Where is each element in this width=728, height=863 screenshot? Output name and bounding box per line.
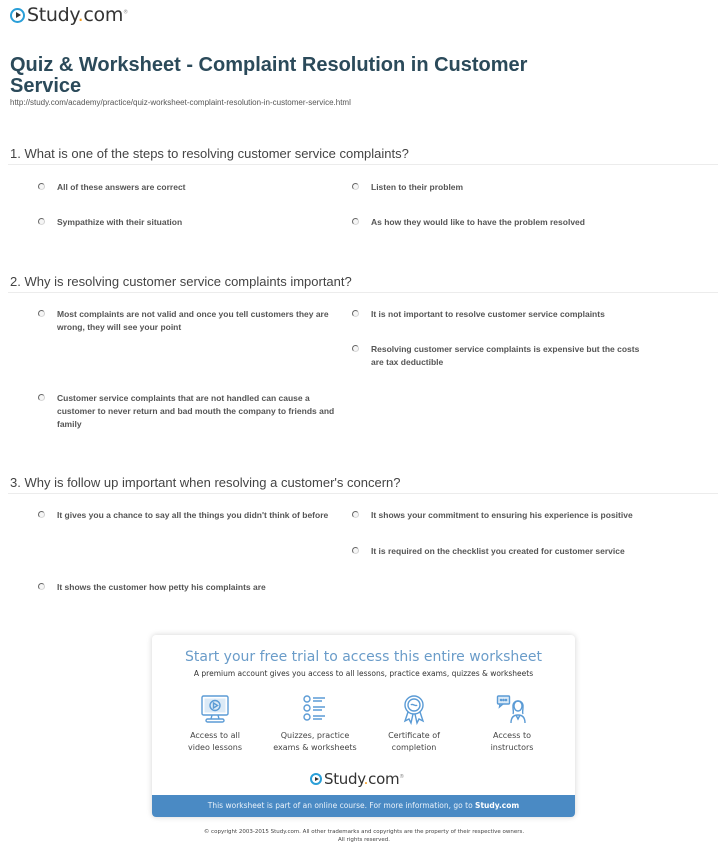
banner-text: This worksheet is part of an online course. For more information, go to <box>207 801 476 810</box>
logo-wordmark: Study.com® <box>324 770 404 788</box>
answer-option[interactable] <box>38 392 343 431</box>
question-text: 3. Why is follow up important when resolving a customer's concern? <box>10 475 401 490</box>
study-logo-promo[interactable] <box>310 770 404 788</box>
radio-button-icon[interactable] <box>352 218 359 225</box>
divider <box>8 292 718 293</box>
radio-button-icon[interactable] <box>38 310 45 317</box>
promo-subtitle: A premium account gives you access to all lessons, practice exams, quizzes & worksheets <box>193 669 534 678</box>
page-url: http://study.com/academy/practice/quiz-worksheet-complaint-resolution-in-customer-service.html <box>10 98 351 107</box>
promo-title[interactable]: Start your free trial to access this entire worksheet <box>185 649 542 665</box>
answer-label: Customer service complaints that are not handled can cause a customer to never return and bad mouth the company to friends and family <box>57 393 335 429</box>
logo-wordmark: Study.com® <box>27 4 128 26</box>
divider <box>8 164 718 165</box>
answer-label: Most complaints are not valid and once you tell customers they are wrong, they will see your point <box>57 309 329 332</box>
answer-label: All of these answers are correct <box>57 182 186 192</box>
feature-label: Quizzes, practice exams & worksheets <box>273 731 357 752</box>
answer-label: Sympathize with their situation <box>57 217 183 227</box>
answer-option[interactable] <box>38 216 328 229</box>
study-logo[interactable] <box>10 4 128 26</box>
play-logo-icon <box>310 773 322 785</box>
radio-button-icon[interactable] <box>352 183 359 190</box>
answer-option[interactable] <box>38 181 328 194</box>
answer-label: Resolving customer service complaints is expensive but the costs are tax deductible <box>371 344 640 367</box>
quiz-list-icon <box>299 693 331 725</box>
radio-button-icon[interactable] <box>352 511 359 518</box>
feature-label: Access to all video lessons <box>187 731 242 752</box>
feature-certificate <box>364 693 464 754</box>
feature-label: Certificate of completion <box>388 731 440 752</box>
answer-option[interactable] <box>352 509 682 522</box>
radio-button-icon[interactable] <box>352 310 359 317</box>
question-text: 2. Why is resolving customer service complaints important? <box>10 274 352 289</box>
feature-video-lessons <box>165 693 265 754</box>
answer-option[interactable] <box>38 308 343 334</box>
play-logo-icon <box>10 8 25 23</box>
answer-label: Listen to their problem <box>371 182 464 192</box>
answer-option[interactable] <box>352 181 652 194</box>
study-com-link[interactable]: Study.com <box>475 801 520 810</box>
answer-option[interactable] <box>352 308 652 321</box>
copyright-line: © copyright 2003-2015 Study.com. All other trademarks and copyrights are the property of their respective owners. <box>203 829 525 835</box>
radio-button-icon[interactable] <box>38 511 45 518</box>
radio-button-icon[interactable] <box>352 345 359 352</box>
feature-quizzes <box>265 693 365 754</box>
radio-button-icon[interactable] <box>38 394 45 401</box>
feature-label: Access to instructors <box>490 731 534 752</box>
radio-button-icon[interactable] <box>352 547 359 554</box>
rights-reserved-line: All rights reserved. <box>337 837 391 843</box>
answer-label: It shows the customer how petty his complaints are <box>57 582 266 592</box>
divider <box>8 493 718 494</box>
answer-label: It gives you a chance to say all the things you didn't think of before <box>57 510 329 520</box>
answer-option[interactable] <box>38 509 343 522</box>
answer-option[interactable] <box>38 581 343 594</box>
answer-option[interactable] <box>352 343 652 369</box>
radio-button-icon[interactable] <box>38 218 45 225</box>
radio-button-icon[interactable] <box>38 583 45 590</box>
feature-instructors <box>462 693 562 754</box>
answer-label: As how they would like to have the problem resolved <box>371 217 585 227</box>
certificate-ribbon-icon <box>398 693 430 725</box>
answer-label: It is required on the checklist you created for customer service <box>371 546 625 556</box>
radio-button-icon[interactable] <box>38 183 45 190</box>
course-info-banner <box>152 795 575 817</box>
copyright-notice <box>0 828 728 844</box>
question-text: 1. What is one of the steps to resolving customer service complaints? <box>10 146 409 161</box>
answer-label: It is not important to resolve customer service complaints <box>371 309 605 319</box>
answer-option[interactable] <box>352 216 652 229</box>
answer-label: It shows your commitment to ensuring his experience is positive <box>371 510 633 520</box>
answer-option[interactable] <box>352 545 682 558</box>
video-monitor-icon <box>199 693 231 725</box>
free-trial-promo[interactable] <box>152 635 575 817</box>
instructor-chat-icon <box>496 693 528 725</box>
page-title: Quiz & Worksheet - Complaint Resolution in Customer Service <box>10 54 528 97</box>
